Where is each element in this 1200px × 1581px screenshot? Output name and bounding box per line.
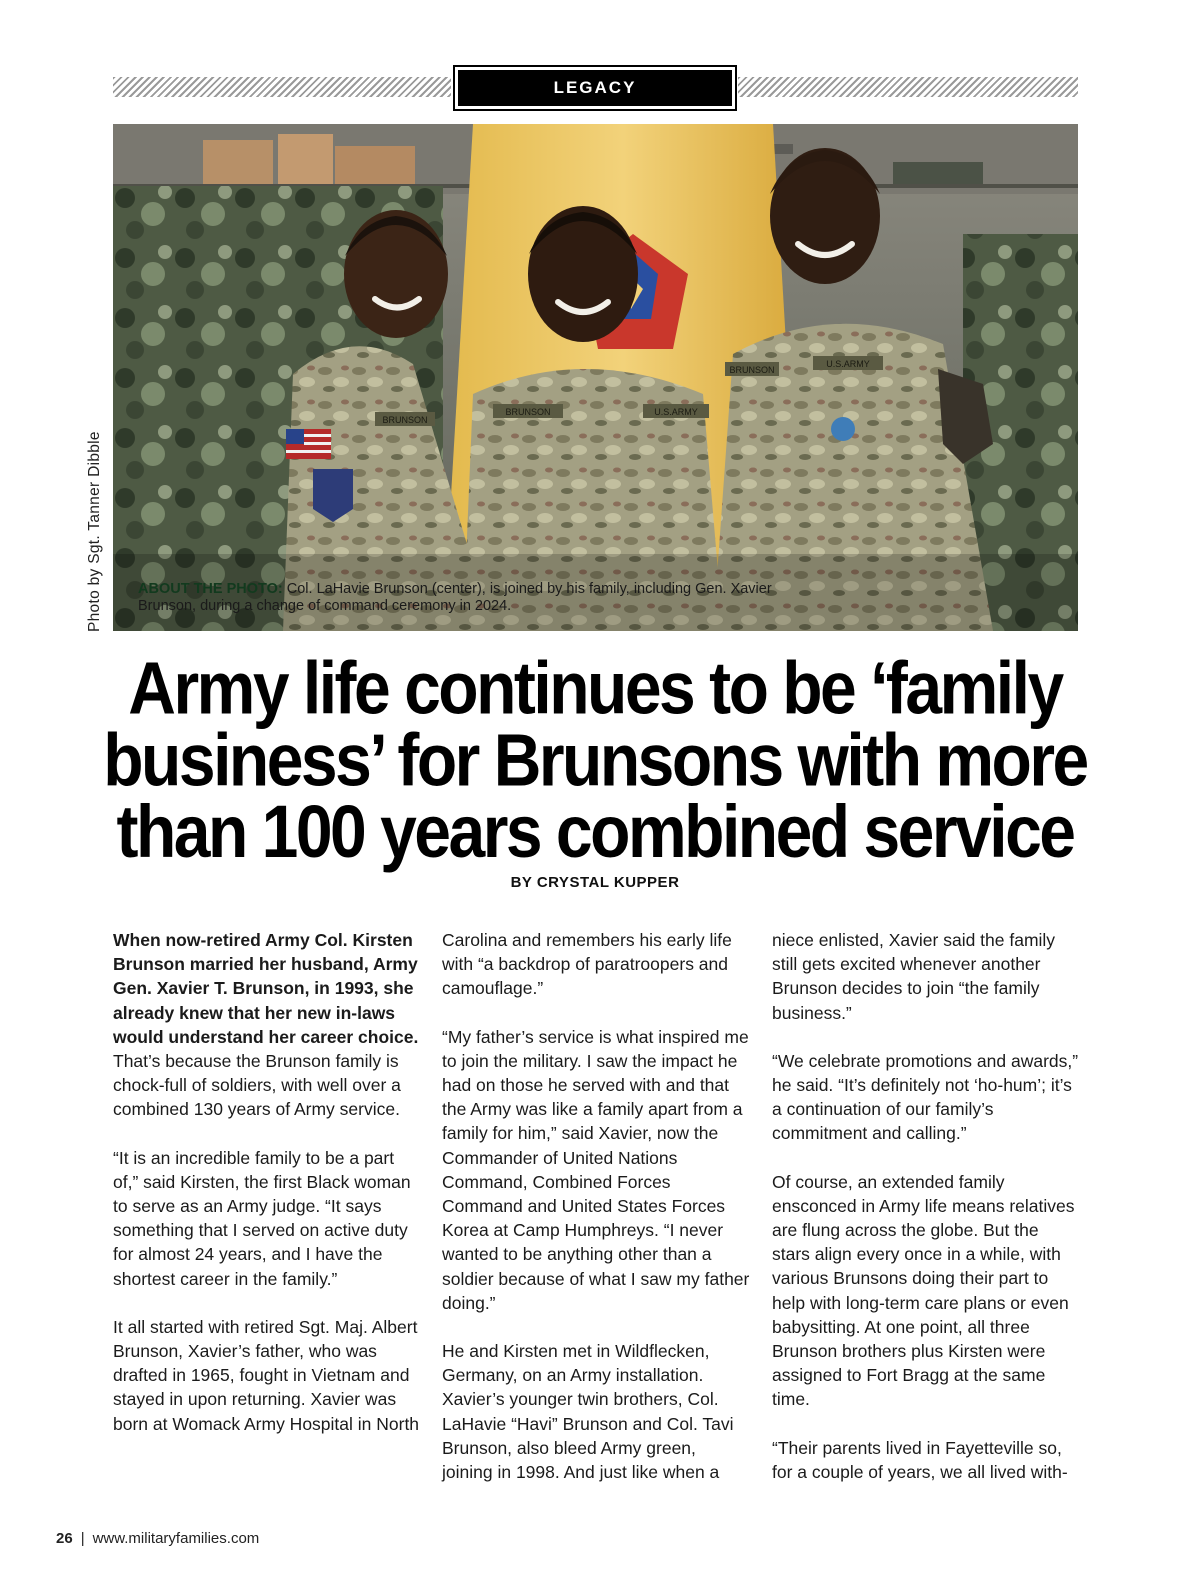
byline: BY CRYSTAL KUPPER: [510, 874, 680, 891]
body-column-3: [772, 928, 1080, 1508]
branch-tape-center: U.S.ARMY: [654, 407, 698, 417]
header-rule-right: [738, 77, 1078, 97]
name-tape-right: BRUNSON: [729, 365, 775, 375]
section-tag: [453, 65, 737, 111]
name-tape-left: BRUNSON: [382, 415, 428, 425]
page-footer: [56, 1530, 259, 1547]
paragraph: niece enlisted, Xavier said the family still gets excited whenever another Brunson decides to join “the family business.”: [772, 930, 1056, 1023]
footer-url[interactable]: www.militaryfamilies.com: [92, 1530, 260, 1547]
article-headline: Army life continues to be ‘family business’ for Brunsons with more than 100 years combined service: [103, 646, 1087, 873]
body-column-1: [113, 928, 421, 1460]
footer-separator: |: [80, 1530, 85, 1547]
paragraph: He and Kirsten met in Wildflecken, Germany, on an Army installation. Xavier’s younger twin brothers, Col. LaHavie “Havi” Brunson and Col. Tavi Brunson, also bleed Army green, joining in 1998. And just like when a: [442, 1341, 734, 1483]
caption-label: ABOUT THE PHOTO:: [138, 581, 283, 597]
paragraph: “It is an incredible family to be a part of,” said Kirsten, the first Black woman to serve as an Army judge. “It says something that I served on active duty for almost 24 years, and I have the shortest career in the family.”: [113, 1147, 411, 1289]
lead-in: When now-retired Army Col. Kirsten Brunson married her husband, Army Gen. Xavier T. Brunson, in 1993, she already knew that her new in-laws would understand her career choice.: [113, 930, 419, 1047]
branch-tape-right: U.S.ARMY: [826, 359, 870, 369]
paragraph: [113, 928, 421, 1122]
photo-credit: Photo by Sgt. Tanner Dibble: [86, 431, 103, 632]
paragraph: “We celebrate promotions and awards,” he said. “It’s definitely not ‘ho-hum’; it’s a continuation of our family’s commitment and calling.”: [772, 1050, 1079, 1144]
hero-photo: [113, 124, 1078, 631]
name-tape-center: BRUNSON: [505, 407, 551, 417]
paragraph-text: That’s because the Brunson family is chock-full of soldiers, with well over a combined 130 years of Army service.: [113, 1051, 401, 1120]
body-column-2: [442, 928, 750, 1508]
paragraph: Of course, an extended family ensconced in Army life means relatives are flung across the globe. But the stars align every once in a while, with various Brunsons doing their part to help with long-term care plans or even babysitting. At one point, all three Brunson brothers plus Kirsten were assigned to Fort Bragg at the same time.: [772, 1171, 1075, 1410]
paragraph: Carolina and remembers his early life with “a backdrop of paratroopers and camouflage.”: [442, 930, 732, 999]
page-number: 26: [56, 1530, 73, 1547]
paragraph: It all started with retired Sgt. Maj. Albert Brunson, Xavier’s father, who was drafted in 1965, fought in Vietnam and stayed in upon returning. Xavier was born at Womack Army Hospital in North: [113, 1316, 420, 1434]
section-label: LEGACY: [458, 70, 732, 106]
photo-caption: [138, 581, 778, 615]
paragraph: “My father’s service is what inspired me to join the military. I saw the impact he had on those he served with and that the Army was like a family apart from a family for him,” said Xavier, now the Commander of United Nations Command, Combined Forces Command and United States Forces Korea at Camp Humphreys. “I never wanted to be anything other than a soldier because of what I saw my father doing.”: [442, 1026, 750, 1313]
header-rule-left: [113, 77, 451, 97]
paragraph: “Their parents lived in Fayetteville so, for a couple of years, we all lived with-: [772, 1437, 1068, 1482]
caption-text: Col. LaHavie Brunson (center), is joined by his family, including Gen. Xavier Brunson, during a change of command ceremony in 2024.: [138, 581, 772, 614]
